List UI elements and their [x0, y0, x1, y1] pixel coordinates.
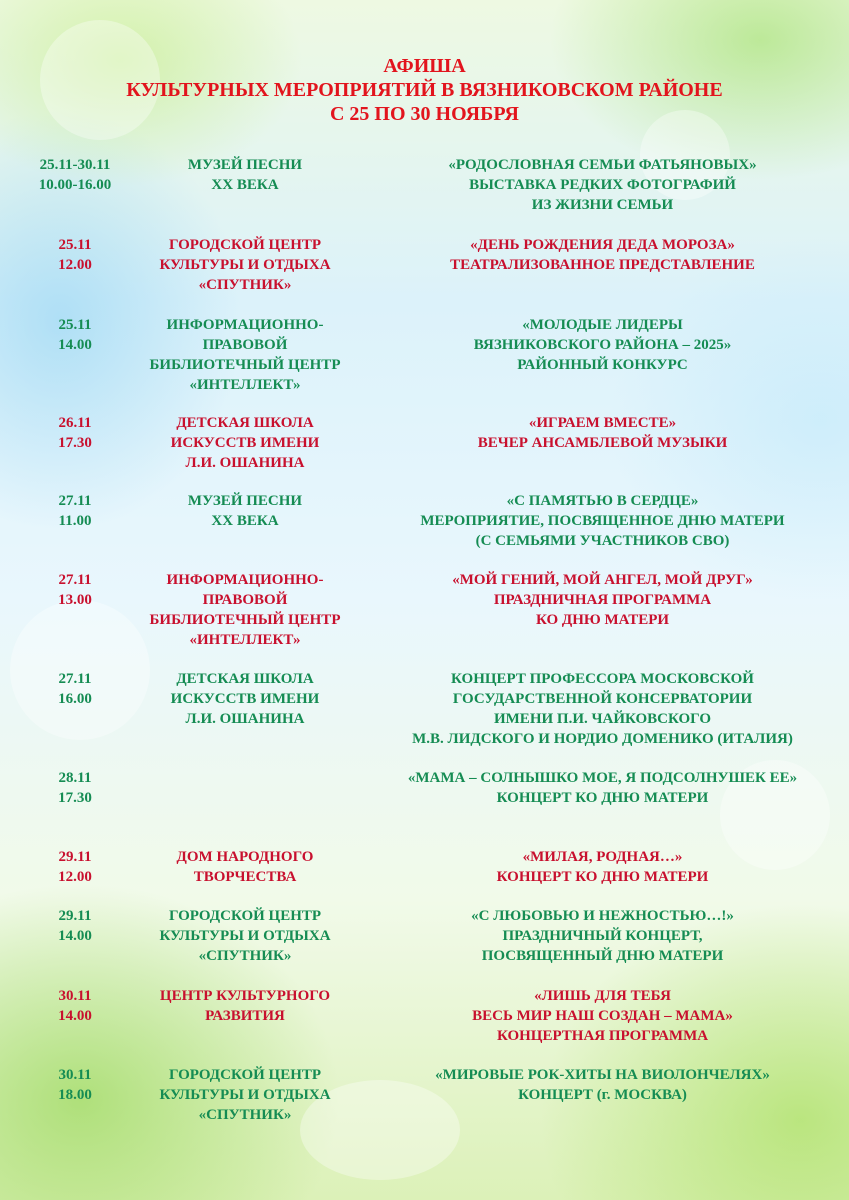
event-time: 14.00: [58, 337, 92, 353]
event-time: 12.00: [58, 869, 92, 885]
event-title-line: КОНЦЕРТ КО ДНЮ МАТЕРИ: [496, 790, 709, 806]
event-venue-line: Л.И. ОШАНИНА: [185, 711, 305, 727]
event-title-line: КОНЦЕРТ КО ДНЮ МАТЕРИ: [496, 869, 709, 885]
event-date: 30.11: [58, 1067, 92, 1083]
event-venue-line: ИНФОРМАЦИОННО-: [166, 317, 324, 333]
event-title-line: ТЕАТРАЛИЗОВАННОЕ ПРЕДСТАВЛЕНИЕ: [450, 257, 755, 273]
event-venue-line: ИСКУССТВ ИМЕНИ: [170, 435, 320, 451]
event-title-line: ИМЕНИ П.И. ЧАЙКОВСКОГО: [493, 711, 712, 727]
event-date: 25.11: [58, 317, 92, 333]
event-venue-line: ПРАВОВОЙ: [202, 592, 288, 608]
event-title-line: «С ПАМЯТЬЮ В СЕРДЦЕ»: [506, 493, 699, 509]
event-title-line: ВЫСТАВКА РЕДКИХ ФОТОГРАФИЙ: [469, 177, 736, 193]
event-title-line: «МОЛОДЫЕ ЛИДЕРЫ: [522, 317, 683, 333]
event-venue-line: XX ВЕКА: [211, 177, 279, 193]
event-venue-line: ГОРОДСКОЙ ЦЕНТР: [168, 237, 322, 253]
event-title-line: ГОСУДАРСТВЕННОЙ КОНСЕРВАТОРИИ: [452, 691, 753, 707]
event-venue-line: «ИНТЕЛЛЕКТ»: [189, 377, 301, 393]
event-title-line: РАЙОННЫЙ КОНКУРС: [517, 357, 688, 373]
event-venue-line: Л.И. ОШАНИНА: [185, 455, 305, 471]
event-time: 12.00: [58, 257, 92, 273]
event-title-line: «МИРОВЫЕ РОК-ХИТЫ НА ВИОЛОНЧЕЛЯХ»: [435, 1067, 770, 1083]
event-time: 11.00: [58, 513, 92, 529]
event-title-line: ИЗ ЖИЗНИ СЕМЬИ: [531, 197, 674, 213]
event-venue-line: ИСКУССТВ ИМЕНИ: [170, 691, 320, 707]
event-time: 17.30: [58, 790, 92, 806]
event-title-line: КОНЦЕРТ ПРОФЕССОРА МОСКОВСКОЙ: [451, 671, 754, 687]
event-venue-line: КУЛЬТУРЫ И ОТДЫХА: [159, 257, 331, 273]
event-venue-line: ТВОРЧЕСТВА: [193, 869, 297, 885]
event-title-line: «ДЕНЬ РОЖДЕНИЯ ДЕДА МОРОЗА»: [470, 237, 735, 253]
event-venue-line: МУЗЕЙ ПЕСНИ: [187, 493, 303, 509]
event-title-line: ВЕЧЕР АНСАМБЛЕВОЙ МУЗЫКИ: [477, 435, 728, 451]
event-title-line: ПРАЗДНИЧНЫЙ КОНЦЕРТ,: [502, 928, 703, 944]
event-title-line: «МОЙ ГЕНИЙ, МОЙ АНГЕЛ, МОЙ ДРУГ»: [452, 572, 753, 588]
event-time: 14.00: [58, 1008, 92, 1024]
event-venue-line: БИБЛИОТЕЧНЫЙ ЦЕНТР: [149, 357, 341, 373]
event-title-line: КО ДНЮ МАТЕРИ: [535, 612, 670, 628]
event-date: 25.11-30.11: [39, 157, 111, 173]
event-venue-line: ДОМ НАРОДНОГО: [176, 849, 314, 865]
event-date: 26.11: [58, 415, 92, 431]
event-venue-line: ПРАВОВОЙ: [202, 337, 288, 353]
event-venue-line: ГОРОДСКОЙ ЦЕНТР: [168, 1067, 322, 1083]
event-title-line: «С ЛЮБОВЬЮ И НЕЖНОСТЬЮ…!»: [471, 908, 734, 924]
event-title-line: «ИГРАЕМ ВМЕСТЕ»: [528, 415, 677, 431]
event-title-line: КОНЦЕРТНАЯ ПРОГРАММА: [496, 1028, 709, 1044]
event-venue-line: БИБЛИОТЕЧНЫЙ ЦЕНТР: [149, 612, 341, 628]
event-time: 13.00: [58, 592, 92, 608]
event-time: 18.00: [58, 1087, 92, 1103]
event-time: 16.00: [58, 691, 92, 707]
header-dates: С 25 ПО 30 НОЯБРЯ: [329, 103, 519, 125]
event-title-line: ВЕСЬ МИР НАШ СОЗДАН – МАМА»: [472, 1008, 733, 1024]
event-venue-line: КУЛЬТУРЫ И ОТДЫХА: [159, 1087, 331, 1103]
event-title-line: М.В. ЛИДСКОГО И НОРДИО ДОМЕНИКО (ИТАЛИЯ): [412, 731, 793, 747]
event-venue-line: «ИНТЕЛЛЕКТ»: [189, 632, 301, 648]
event-venue-line: ИНФОРМАЦИОННО-: [166, 572, 324, 588]
event-venue-line: «СПУТНИК»: [198, 1107, 292, 1123]
event-title-line: «МИЛАЯ, РОДНАЯ…»: [522, 849, 683, 865]
event-title-line: ВЯЗНИКОВСКОГО РАЙОНА – 2025»: [473, 337, 732, 353]
header-subtitle: КУЛЬТУРНЫХ МЕРОПРИЯТИЙ В ВЯЗНИКОВСКОМ РАЙОНЕ: [126, 79, 723, 101]
event-venue-line: ДЕТСКАЯ ШКОЛА: [176, 671, 314, 687]
event-title-line: «ЛИШЬ ДЛЯ ТЕБЯ: [534, 988, 671, 1004]
poster-header: [0, 54, 849, 126]
event-date: 30.11: [58, 988, 92, 1004]
event-title-line: КОНЦЕРТ (г. МОСКВА): [518, 1087, 687, 1103]
event-title-line: ПРАЗДНИЧНАЯ ПРОГРАММА: [493, 592, 712, 608]
header-title: АФИША: [383, 55, 466, 77]
event-date: 27.11: [58, 671, 92, 687]
event-time: 17.30: [58, 435, 92, 451]
event-date: 29.11: [58, 849, 92, 865]
event-venue-line: МУЗЕЙ ПЕСНИ: [187, 157, 303, 173]
event-title-line: (С СЕМЬЯМИ УЧАСТНИКОВ СВО): [475, 533, 730, 549]
event-venue-line: «СПУТНИК»: [198, 948, 292, 964]
event-venue-line: ГОРОДСКОЙ ЦЕНТР: [168, 908, 322, 924]
event-date: 27.11: [58, 493, 92, 509]
event-venue-line: XX ВЕКА: [211, 513, 279, 529]
event-time: 10.00-16.00: [38, 177, 112, 193]
event-time: 14.00: [58, 928, 92, 944]
event-date: 28.11: [58, 770, 92, 786]
event-venue-line: «СПУТНИК»: [198, 277, 292, 293]
event-venue-line: ЦЕНТР КУЛЬТУРНОГО: [159, 988, 331, 1004]
event-venue-line: ДЕТСКАЯ ШКОЛА: [176, 415, 314, 431]
event-venue-line: КУЛЬТУРЫ И ОТДЫХА: [159, 928, 331, 944]
event-date: 25.11: [58, 237, 92, 253]
event-title-line: ПОСВЯЩЕННЫЙ ДНЮ МАТЕРИ: [481, 948, 724, 964]
event-title-line: «МАМА – СОЛНЫШКО МОЕ, Я ПОДСОЛНУШЕК ЕЕ»: [407, 770, 798, 786]
event-date: 29.11: [58, 908, 92, 924]
event-venue-line: РАЗВИТИЯ: [205, 1008, 285, 1024]
event-title-line: «РОДОСЛОВНАЯ СЕМЬИ ФАТЬЯНОВЫХ»: [448, 157, 757, 173]
event-title-line: МЕРОПРИЯТИЕ, ПОСВЯЩЕННОЕ ДНЮ МАТЕРИ: [420, 513, 785, 529]
event-date: 27.11: [58, 572, 92, 588]
